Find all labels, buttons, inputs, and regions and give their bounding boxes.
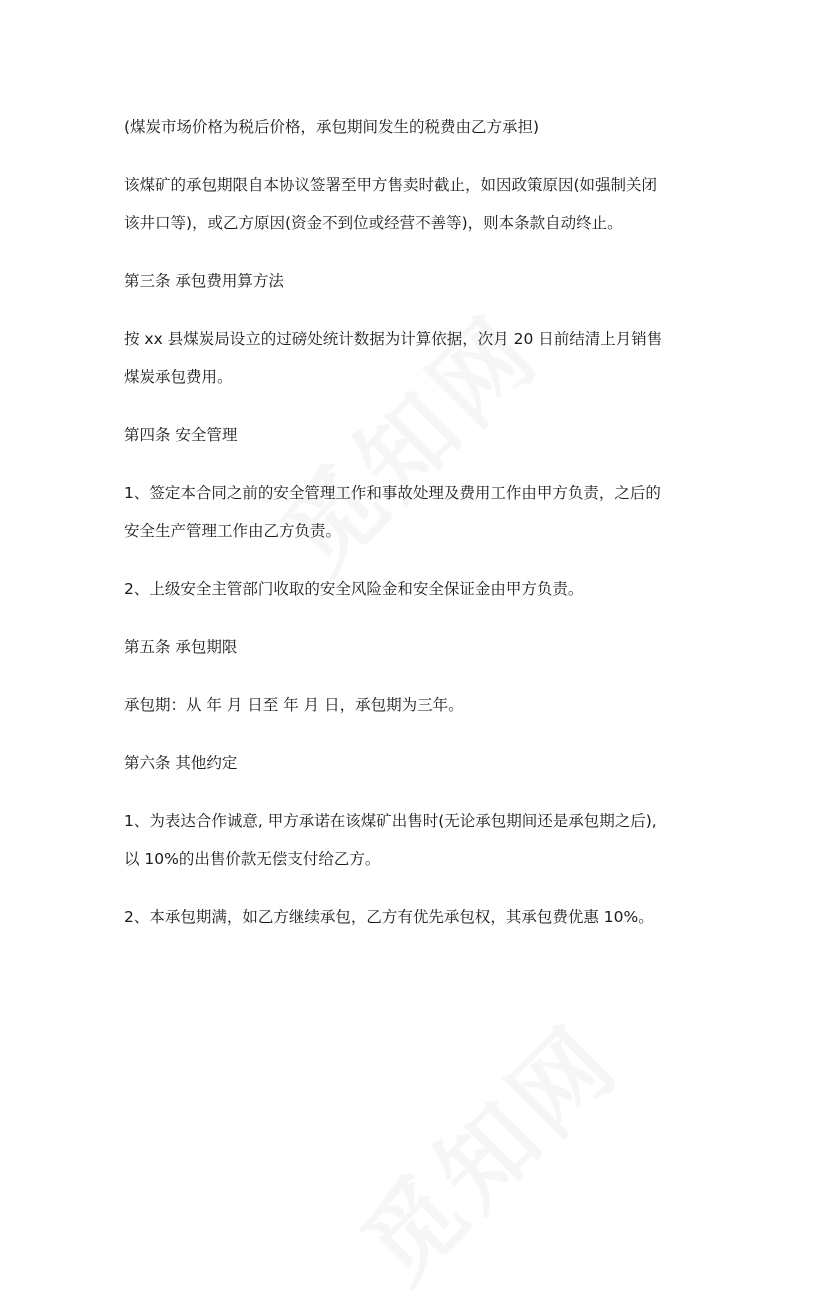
- text-line: 第三条 承包费用算方法: [124, 272, 284, 290]
- text-line: 承包期：从 年 月 日至 年 月 日，承包期为三年。: [124, 696, 464, 714]
- text-line: 该井口等)，或乙方原因(资金不到位或经营不善等)，则本条款自动终止。: [124, 214, 623, 232]
- text-line: 第六条 其他约定: [124, 754, 238, 772]
- text-line: 2、本承包期满，如乙方继续承包，乙方有优先承包权，其承包费优惠 10%。: [124, 908, 654, 926]
- text-line: 1、为表达合作诚意, 甲方承诺在该煤矿出售时(无论承包期间还是承包期之后),: [124, 812, 657, 830]
- text-line: 以 10%的出售价款无偿支付给乙方。: [124, 850, 381, 868]
- text-line: 第四条 安全管理: [124, 426, 238, 444]
- article-3-body: [124, 320, 714, 396]
- text-line: 安全生产管理工作由乙方负责。: [124, 522, 342, 540]
- article-3-heading: [124, 262, 714, 300]
- tax-note-paragraph: [124, 108, 714, 146]
- text-line: 该煤矿的承包期限自本协议签署至甲方售卖时截止，如因政策原因(如强制关闭: [124, 176, 658, 194]
- watermark: [327, 990, 644, 1307]
- article-4-item-1: [124, 474, 714, 550]
- text-line: 按 xx 县煤炭局设立的过磅处统计数据为计算依据，次月 20 日前结清上月销售: [124, 330, 663, 348]
- article-4-item-2: [124, 570, 714, 608]
- text-line: 2、上级安全主管部门收取的安全风险金和安全保证金由甲方负责。: [124, 580, 584, 598]
- article-6-item-2: [124, 898, 714, 936]
- article-5-body: [124, 686, 714, 724]
- article-4-heading: [124, 416, 714, 454]
- document-body: [124, 108, 714, 956]
- article-6-heading: [124, 744, 714, 782]
- text-line: 1、签定本合同之前的安全管理工作和事故处理及费用工作由甲方负责，之后的: [124, 484, 661, 502]
- article-5-heading: [124, 628, 714, 666]
- article-6-item-1: [124, 802, 714, 878]
- term-limit-paragraph: [124, 166, 714, 242]
- text-line: (煤炭市场价格为税后价格，承包期间发生的税费由乙方承担): [124, 118, 540, 136]
- text-line: 煤炭承包费用。: [124, 368, 233, 386]
- text-line: 第五条 承包期限: [124, 638, 238, 656]
